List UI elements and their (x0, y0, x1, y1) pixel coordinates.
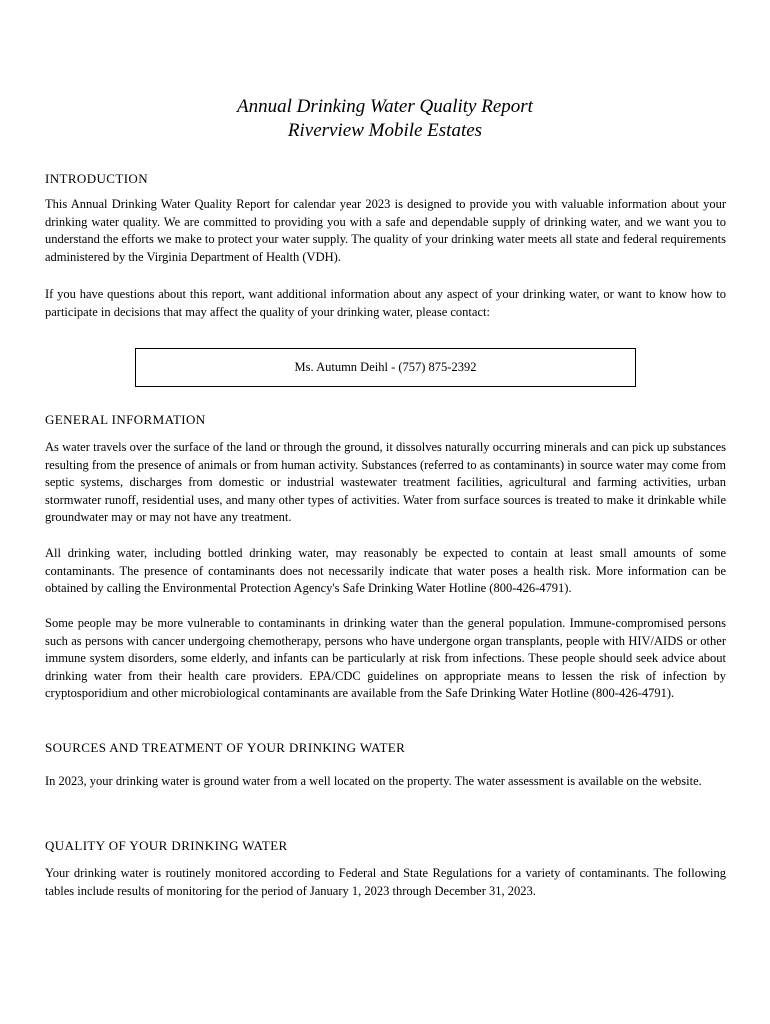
contact-text: Ms. Autumn Deihl - (757) 875-2392 (294, 360, 477, 374)
sources-treatment-paragraph: In 2023, your drinking water is ground water from a well located on the property. The water assessment is available on the website. (45, 774, 702, 788)
general-information-paragraph-3: Some people may be more vulnerable to contaminants in drinking water than the general population. Immune-compromised persons such as persons with cancer undergoing chemotherapy, persons who have undergone organ transplants, people with HIV/AIDS or other immune system disorders, some elderly, and infants can be particularly at risk from infections. These people should seek advice about drinking water from their health care providers. EPA/CDC guidelines on appropriate means to lessen the risk of infection by cryptosporidium and other microbiological contaminants are available from the Safe Drinking Water Hotline (800-426-4791). (45, 616, 726, 700)
general-information-heading: GENERAL INFORMATION (45, 412, 206, 427)
quality-heading: QUALITY OF YOUR DRINKING WATER (45, 838, 288, 853)
document-title: Annual Drinking Water Quality Report (237, 96, 533, 117)
quality-paragraph: Your drinking water is routinely monitored according to Federal and State Regulations for a variety of contaminants. The following tables include results of monitoring for the period of January 1, 2023 through December 31, 2023. (45, 866, 726, 898)
contact-box (135, 348, 636, 387)
introduction-paragraph-1: This Annual Drinking Water Quality Report for calendar year 2023 is designed to provide you with valuable information about your drinking water quality. We are committed to providing you with a safe and dependable supply of drinking water, and we want you to understand the efforts we make to protect your water supply. The quality of your drinking water meets all state and federal requirements administered by the Virginia Department of Health (VDH). (45, 197, 726, 264)
general-information-paragraph-2: All drinking water, including bottled drinking water, may reasonably be expected to contain at least small amounts of some contaminants. The presence of contaminants does not necessarily indicate that water poses a health risk. More information can be obtained by calling the Environmental Protection Agency's Safe Drinking Water Hotline (800-426-4791). (45, 546, 726, 595)
sources-treatment-heading: SOURCES AND TREATMENT OF YOUR DRINKING WATER (45, 740, 406, 755)
general-information-paragraph-1: As water travels over the surface of the land or through the ground, it dissolves naturally occurring minerals and can pick up substances resulting from the presence of animals or from human activity. Substances (referred to as contaminants) in source water may come from septic systems, discharges from domestic or industrial wastewater treatment facilities, agricultural and farming activities, urban stormwater runoff, residential uses, and many other types of activities. Water from surface sources is treated to make it drinkable while groundwater may or may not have any treatment. (45, 440, 726, 524)
document-subtitle: Riverview Mobile Estates (287, 120, 483, 141)
introduction-heading: INTRODUCTION (45, 171, 149, 186)
introduction-paragraph-2: If you have questions about this report, want additional information about any aspect of your drinking water, or want to know how to participate in decisions that may affect the quality of your drinking water, please contact: (45, 287, 726, 319)
